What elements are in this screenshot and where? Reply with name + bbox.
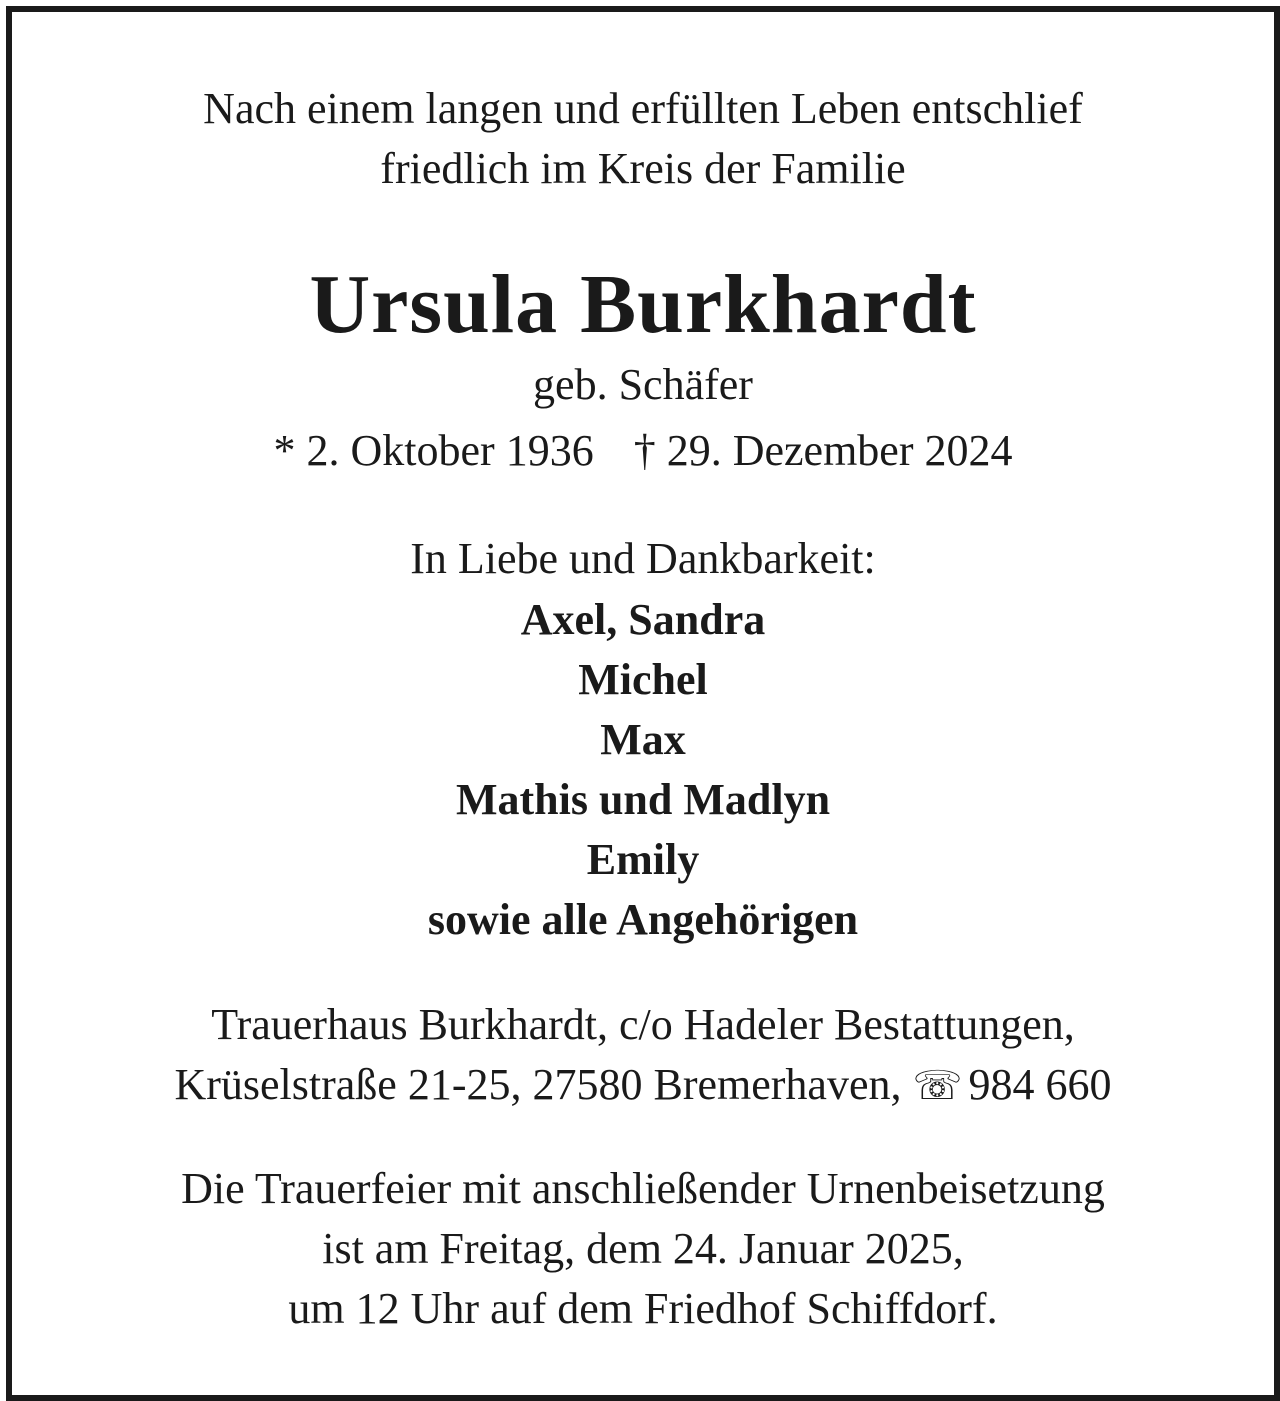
death-date: † 29. Dezember 2024 [633, 426, 1013, 475]
mourner-1: Axel, Sandra [520, 595, 766, 644]
phone-number: 984 660 [968, 1060, 1112, 1109]
telephone-icon: ☏ [912, 1063, 963, 1109]
intro-line-2: friedlich im Kreis der Familie [380, 144, 906, 193]
intro-line-1: Nach einem langen und erfüllten Leben entschlief [203, 84, 1083, 133]
mourner-6: sowie alle Angehörigen [427, 895, 859, 944]
address-street: Krüselstraße 21-25, 27580 Bremerhaven, [174, 1060, 902, 1109]
maiden-name: geb. Schäfer [533, 360, 753, 409]
mourner-3: Max [600, 715, 686, 764]
mourner-4: Mathis und Madlyn [455, 775, 831, 824]
ceremony-line-1: Die Trauerfeier mit anschließender Urnenbeisetzung [181, 1164, 1105, 1213]
obituary-frame [6, 6, 1280, 1401]
address-line-2 [12, 1056, 1274, 1115]
dedication: In Liebe und Dankbarkeit: [410, 534, 876, 583]
deceased-name: Ursula Burkhardt [309, 258, 977, 351]
address-line-1: Trauerhaus Burkhardt, c/o Hadeler Bestattungen, [211, 1000, 1075, 1049]
mourner-5: Emily [586, 835, 700, 884]
birth-date: * 2. Oktober 1936 [273, 426, 594, 475]
ceremony-line-2: ist am Freitag, dem 24. Januar 2025, [322, 1224, 964, 1273]
life-dates [12, 422, 1274, 480]
ceremony-line-3: um 12 Uhr auf dem Friedhof Schiffdorf. [288, 1284, 998, 1333]
mourner-2: Michel [578, 655, 708, 704]
